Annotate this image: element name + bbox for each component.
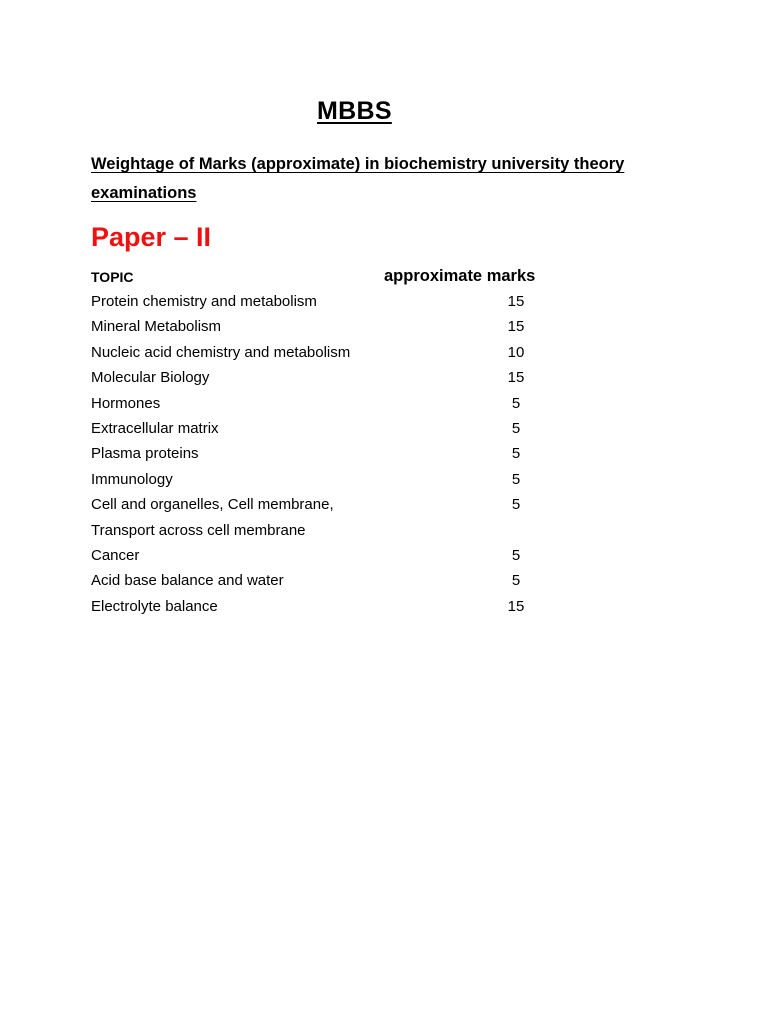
topic-row	[91, 492, 591, 517]
topic-row	[91, 594, 591, 619]
topic-name: Acid base balance and water	[91, 572, 284, 590]
topic-name: Nucleic acid chemistry and metabolism	[91, 343, 351, 361]
topic-marks: 10	[507, 343, 525, 361]
topic-row	[91, 416, 591, 441]
page-title: MBBS	[317, 97, 392, 125]
topic-name: Mineral Metabolism	[91, 318, 222, 336]
marks-column-header: approximate marks	[384, 267, 536, 285]
topic-marks: 15	[507, 597, 525, 615]
topic-name: Protein chemistry and metabolism	[91, 293, 317, 310]
topic-name: Transport across cell membrane	[91, 521, 306, 539]
topic-name: Immunology	[91, 470, 173, 488]
topic-name: Electrolyte balance	[91, 597, 218, 615]
topic-marks: 5	[511, 470, 521, 488]
topic-marks: 5	[511, 496, 521, 514]
topic-marks: 5	[511, 445, 521, 463]
topic-name: Cancer	[91, 546, 140, 564]
topic-name: Molecular Biology	[91, 369, 210, 387]
topic-list	[91, 289, 591, 619]
topic-row	[91, 365, 591, 390]
topic-row	[91, 568, 591, 593]
topic-row	[91, 441, 591, 466]
topic-row	[91, 314, 591, 339]
topic-row	[91, 467, 591, 492]
topic-column-header: TOPIC	[91, 269, 134, 285]
topic-row	[91, 543, 591, 568]
topic-name: Cell and organelles, Cell membrane,	[91, 496, 334, 514]
paper-heading: Paper – II	[91, 222, 212, 252]
topic-row	[91, 340, 591, 365]
topic-marks: 5	[511, 572, 521, 590]
topic-marks: 5	[511, 546, 521, 564]
topic-name: Hormones	[91, 394, 161, 412]
topic-marks: 15	[507, 293, 525, 310]
topic-marks: 5	[511, 394, 521, 412]
topic-row	[91, 518, 591, 543]
topic-row	[91, 391, 591, 416]
topic-marks: 15	[507, 369, 525, 387]
topic-name: Plasma proteins	[91, 445, 199, 463]
topic-marks: 15	[507, 318, 525, 336]
document-subtitle: Weightage of Marks (approximate) in biochemistry university theory examinations	[91, 155, 625, 202]
topic-name: Extracellular matrix	[91, 419, 219, 437]
topic-marks: 5	[511, 419, 521, 437]
topic-row	[91, 289, 591, 314]
